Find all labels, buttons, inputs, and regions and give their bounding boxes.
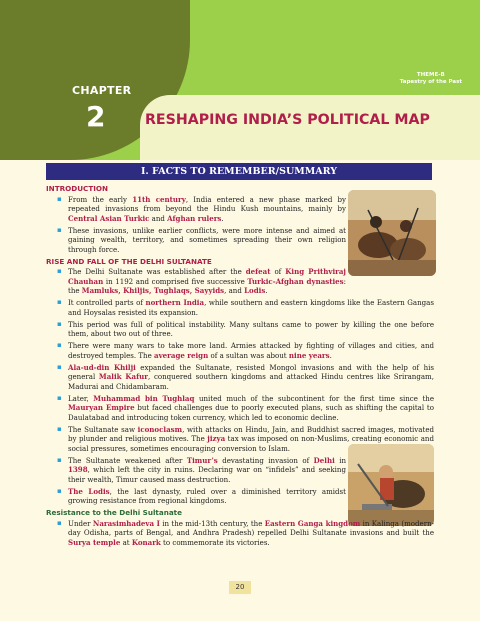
list-item: [68, 456, 346, 485]
text: , and: [224, 286, 245, 295]
text: .: [221, 213, 224, 223]
text: The Delhi Sultanate was established after the: [68, 267, 246, 276]
list-item: [68, 298, 434, 317]
keyword: Mamluks, Khiljis, Tughlaqs, Sayyids: [81, 286, 225, 295]
text: in: [334, 455, 346, 465]
keyword: northern India: [145, 298, 205, 307]
text: , with attacks on Hindu, Jain, and Buddhist sacred images, motivated by plunder and religious motives. The: [68, 424, 434, 443]
keyword: 1398: [68, 465, 88, 474]
text: Later,: [68, 393, 94, 403]
keyword: Timur’s: [186, 455, 218, 465]
resistance-list: [46, 519, 434, 548]
keyword: Konark: [131, 537, 161, 547]
keyword: 11th century: [132, 194, 186, 204]
keyword: The Lodis: [68, 486, 110, 496]
text: .: [265, 286, 268, 295]
text: , the last dynasty, ruled over a diminished territory amidst growing resistance from regional kingdoms.: [68, 486, 346, 505]
text: The Sultanate weakened after: [68, 455, 187, 465]
text: in the mid-13th century, the: [159, 518, 265, 528]
text: From the early: [68, 194, 133, 204]
keyword: King Prithviraj Chauhan: [68, 267, 346, 286]
text: It controlled parts of: [68, 298, 146, 307]
text: to commemorate its victories.: [160, 537, 270, 547]
list-item: [68, 519, 434, 548]
theme-label: [400, 72, 462, 86]
keyword: Narasimhadeva I: [92, 518, 160, 528]
keyword: jizya: [207, 434, 226, 443]
list-item: [68, 363, 434, 392]
text: in Kalinga (modern-day Odisha, parts of Bengal, and Andhra Pradesh) repelled Delhi Sultanate invasions and built the: [68, 518, 434, 537]
resistance-heading: Resistance to the Delhi Sultanate: [46, 508, 182, 517]
text: These invasions, unlike earlier conflicts, were more intense and aimed at gaining wealth, territory, and sometimes spreading their own religion through force.: [68, 225, 346, 254]
text: : the: [68, 276, 346, 295]
list-item: [68, 320, 434, 339]
text: devastating invasion of: [217, 455, 314, 465]
list-item: [68, 267, 346, 296]
text: but faced challenges due to poorly executed plans, such as shifting the capital to Daulatabad and introducing token currency, which led to economic decline.: [68, 403, 434, 422]
text: , which left the city in ruins. Declaring war on “infidels” and seeking their wealth, Timur caused mass destruction.: [68, 465, 346, 484]
text: , conquered southern kingdoms and attacked Hindu centres like Srirangam, Madurai and Chidambaram.: [68, 372, 434, 391]
chapter-label: CHAPTER: [72, 84, 132, 97]
keyword: Mauryan Empire: [68, 403, 135, 412]
text: expanded the Sultanate, resisted Mongol invasions and with the help of his general: [68, 362, 435, 381]
list-item: [68, 226, 346, 255]
keyword: Eastern Ganga kingdom: [264, 518, 361, 528]
text: .: [329, 350, 332, 360]
intro-list: [46, 195, 434, 255]
keyword: Muhammad bin Tughlaq: [93, 393, 195, 403]
text: The Sultanate saw: [68, 424, 138, 434]
text: of: [270, 267, 286, 276]
text: and: [149, 213, 168, 223]
keyword: Turkic-Afghan dynasties: [247, 276, 344, 286]
text: , India entered a new phase marked by repeated invasions from beyond the Hindu Kush mountains, mainly by: [68, 194, 346, 213]
text: united much of the subcontinent for the first time since the: [194, 393, 434, 403]
list-item: [68, 394, 434, 423]
rise-list: [46, 267, 434, 506]
page-number: 20: [229, 581, 251, 594]
chapter-title: RESHAPING INDIA’S POLITICAL MAP: [145, 112, 430, 128]
keyword: Ala-ud-din Khilji: [68, 362, 136, 372]
text: of a sultan was about: [208, 350, 289, 360]
keyword: Lodis: [244, 286, 266, 295]
list-item: [68, 195, 346, 224]
text: tax was imposed on non-Muslims, creating economic and social pressures, sometimes encouraging conversion to Islam.: [68, 434, 434, 453]
text: , while southern and eastern kingdoms like the Eastern Gangas and Hoysalas resisted its expansion.: [68, 298, 434, 317]
text: This period was full of political instability. Many sultans came to power by killing the one before them, about two out of three.: [68, 319, 434, 338]
keyword: Surya temple: [68, 537, 121, 547]
text: at: [120, 537, 132, 547]
keyword: nine years: [288, 350, 330, 360]
keyword: Delhi: [313, 455, 335, 465]
keyword: Malik Kafur: [98, 372, 148, 381]
keyword: average reign: [154, 350, 209, 360]
keyword: Afghan rulers: [167, 213, 222, 223]
text: There were many wars to take more land. Armies attacked by fighting of villages and cities, and destroyed temples. The: [68, 341, 434, 360]
section-banner: I. FACTS TO REMEMBER/SUMMARY: [46, 163, 432, 180]
list-item: [68, 425, 434, 454]
intro-heading: INTRODUCTION: [46, 184, 109, 193]
keyword: Central Asian Turkic: [68, 213, 150, 223]
list-item: [68, 487, 346, 506]
summary-content: [46, 183, 434, 550]
chapter-number: 2: [86, 100, 106, 133]
keyword: iconoclasm: [137, 424, 183, 434]
text: Under: [68, 518, 93, 528]
theme-name: Tapestry of the Past: [399, 79, 462, 85]
list-item: [68, 341, 434, 360]
text: in 1192 and comprised five successive: [103, 276, 248, 286]
theme-code: THEME-B: [416, 72, 445, 78]
keyword: defeat: [245, 267, 271, 276]
rise-heading: RISE AND FALL OF THE DELHI SULTANATE: [46, 256, 212, 266]
